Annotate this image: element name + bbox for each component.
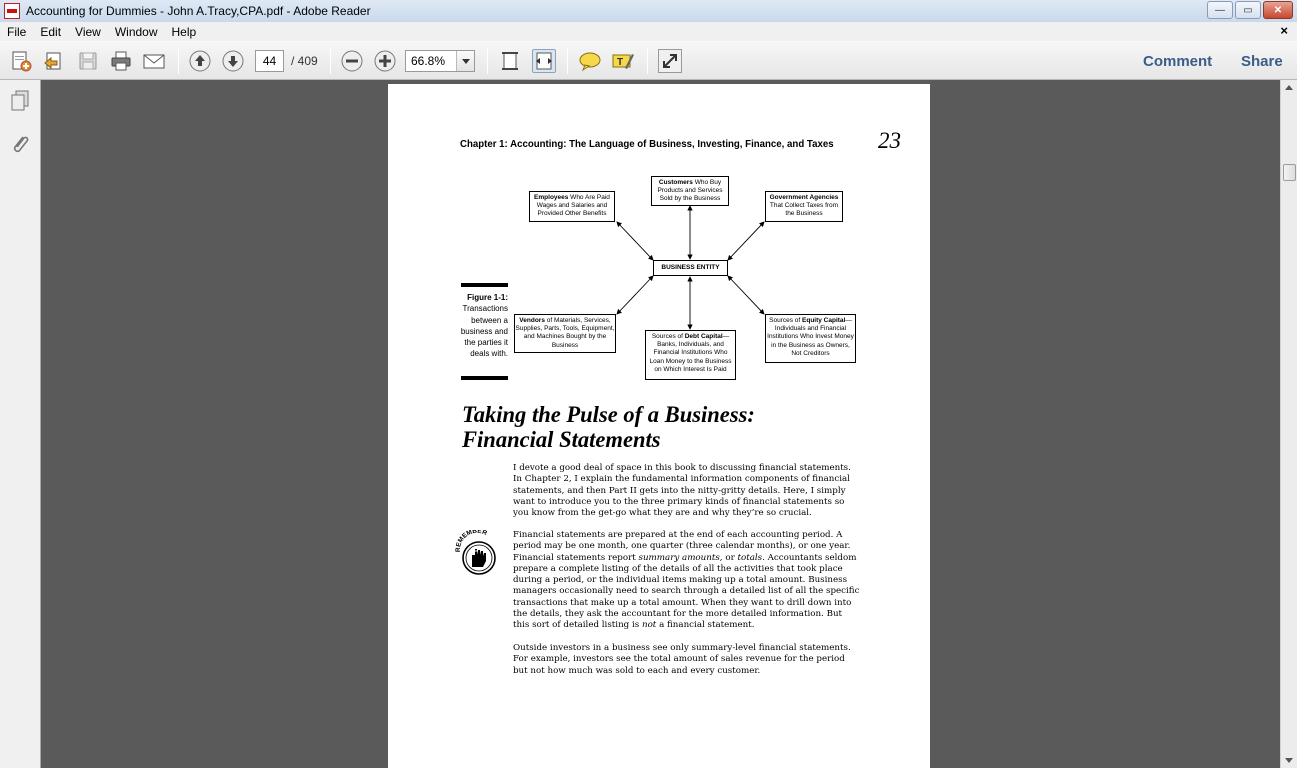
- scroll-down-arrow-icon[interactable]: [1285, 758, 1293, 763]
- customers-text: Who Buy Products and Services Sold by the Business: [657, 179, 723, 203]
- para2-emphasis-1: summary amounts,: [638, 552, 723, 563]
- close-document-button[interactable]: ×: [1280, 23, 1288, 38]
- open-file-icon[interactable]: [42, 49, 66, 73]
- attachments-paperclip-icon[interactable]: [8, 132, 32, 159]
- government-bold: Government Agencies: [769, 194, 839, 201]
- para2-text-d: a financial statement.: [656, 620, 755, 631]
- svg-text:T: T: [617, 57, 624, 68]
- figure-caption: [448, 292, 508, 360]
- section-heading-line2: Financial Statements: [462, 427, 661, 452]
- navigation-pane: [0, 80, 41, 768]
- previous-page-icon[interactable]: [188, 49, 212, 73]
- remember-label: REMEMBER: [454, 530, 488, 553]
- save-icon[interactable]: [76, 49, 100, 73]
- menu-help[interactable]: Help: [171, 24, 197, 39]
- close-button[interactable]: ✕: [1263, 1, 1293, 19]
- equity-prefix: Sources of: [769, 317, 803, 324]
- zoom-out-icon[interactable]: [340, 49, 364, 73]
- page-number-input[interactable]: 44: [255, 50, 284, 72]
- vertical-scrollbar[interactable]: [1280, 80, 1297, 768]
- para2-text-b: or: [722, 552, 738, 563]
- debt-text: —Banks, Individuals, and Financial Institutions Who Loan Money to the Business on Which Interest Is Paid: [649, 333, 732, 373]
- section-heading: [462, 402, 755, 452]
- window-title: Accounting for Dummies - John A.Tracy,CPA.pdf - Adobe Reader: [26, 4, 371, 18]
- body-paragraph-2: [513, 530, 861, 632]
- figure-caption-text: Transactions between a business and the parties it deals with.: [460, 304, 508, 359]
- section-heading-line1: Taking the Pulse of a Business:: [462, 402, 755, 427]
- maximize-button[interactable]: ▭: [1235, 1, 1261, 19]
- scroll-up-arrow-icon[interactable]: [1285, 85, 1293, 90]
- next-page-icon[interactable]: [221, 49, 245, 73]
- figure-debt-capital-box: [645, 330, 736, 380]
- vendors-bold: Vendors: [519, 317, 545, 324]
- menu-file[interactable]: File: [7, 24, 27, 39]
- body-paragraph-3: Outside investors in a business see only summary-level financial statements. For example, investors see the total amount of sales revenue for the period but not how much was sold to each and every customer.: [513, 643, 851, 676]
- highlight-text-icon[interactable]: [611, 49, 635, 73]
- figure-caption-rule-bottom: [461, 376, 508, 380]
- fit-width-icon[interactable]: [532, 49, 556, 73]
- figure-vendors-box: [514, 314, 616, 353]
- employees-text: Who Are Paid Wages and Salaries and Provided Other Benefits: [536, 194, 610, 218]
- body-paragraph-1: I devote a good deal of space in this book to discussing financial statements. In Chapter 2, I explain the fundamental information components of financial statements, and then Part II gets into the nitty-gritty details. Here, I simply want to introduce you to the three primary kinds of financial statements so you know from the get-go what they are and why they’re so crucial.: [513, 463, 851, 519]
- create-pdf-icon[interactable]: [9, 49, 33, 73]
- toolbar: [0, 41, 1297, 80]
- scroll-thumb[interactable]: [1283, 164, 1296, 181]
- adobe-reader-icon: [4, 3, 20, 19]
- employees-bold: Employees: [534, 194, 569, 201]
- expand-icon[interactable]: [658, 49, 682, 73]
- customers-bold: Customers: [658, 179, 693, 186]
- title-bar: [0, 0, 1297, 22]
- page-total: / 409: [291, 54, 318, 68]
- print-icon[interactable]: [109, 49, 133, 73]
- page-number: 23: [878, 128, 901, 153]
- chevron-down-icon[interactable]: [456, 51, 474, 71]
- vendors-text: of Materials, Services, Supplies, Parts, Tools, Equipment, and Machines Bought by the Business: [515, 317, 615, 349]
- para2-text-a: Financial statements are prepared at the end of each accounting period. A period may be one month, one quarter (three calendar months), or one year. Financial statements report: [513, 530, 851, 563]
- document-view[interactable]: [41, 80, 1280, 768]
- remember-icon: [454, 530, 500, 576]
- pdf-page: [388, 84, 930, 768]
- figure-employees-box: [529, 191, 615, 222]
- equity-text: —Individuals and Financial Institutions Who Invest Money in the Business as Owners, Not Creditors: [767, 317, 854, 357]
- email-icon[interactable]: [142, 49, 166, 73]
- zoom-value: 66.8%: [411, 54, 446, 68]
- para2-text-c: Accountants seldom prepare a complete listing of the details of all the activities that took place during a period, or the individual items making up a total amount. Business managers occasionally need to search through a detailed list of all the specific transactions that make up a total amount. When they want to drill down into the details, they ask the accountant for the more detailed information. But this sort of detailed listing is: [513, 552, 860, 631]
- debt-prefix: Sources of: [651, 333, 685, 340]
- figure-equity-capital-box: [765, 314, 856, 363]
- page-thumbnails-icon[interactable]: [8, 89, 32, 116]
- menu-edit[interactable]: Edit: [40, 24, 62, 39]
- zoom-select[interactable]: [405, 50, 475, 72]
- share-pane-button[interactable]: Share: [1241, 53, 1283, 70]
- menu-view[interactable]: View: [75, 24, 101, 39]
- fit-page-icon[interactable]: [498, 49, 522, 73]
- equity-bold: Equity Capital: [802, 317, 846, 324]
- running-head: Chapter 1: Accounting: The Language of Business, Investing, Finance, and Taxes: [460, 138, 834, 150]
- figure-caption-rule-top: [461, 283, 508, 287]
- minimize-button[interactable]: —: [1207, 1, 1233, 19]
- government-text: That Collect Taxes from the Business: [769, 202, 839, 218]
- figure-business-entity-box: BUSINESS ENTITY: [653, 260, 728, 276]
- comment-bubble-icon[interactable]: [578, 49, 602, 73]
- figure-government-box: [765, 191, 843, 222]
- para2-emphasis-2: totals.: [737, 552, 765, 563]
- zoom-in-icon[interactable]: [373, 49, 397, 73]
- menu-window[interactable]: Window: [114, 24, 158, 39]
- comment-pane-button[interactable]: Comment: [1143, 53, 1213, 70]
- figure-caption-label: Figure 1-1:: [467, 293, 508, 302]
- figure-customers-box: [651, 176, 729, 206]
- para2-emphasis-3: not: [641, 620, 657, 631]
- menu-bar: [0, 22, 1297, 41]
- debt-bold: Debt Capital: [684, 333, 723, 340]
